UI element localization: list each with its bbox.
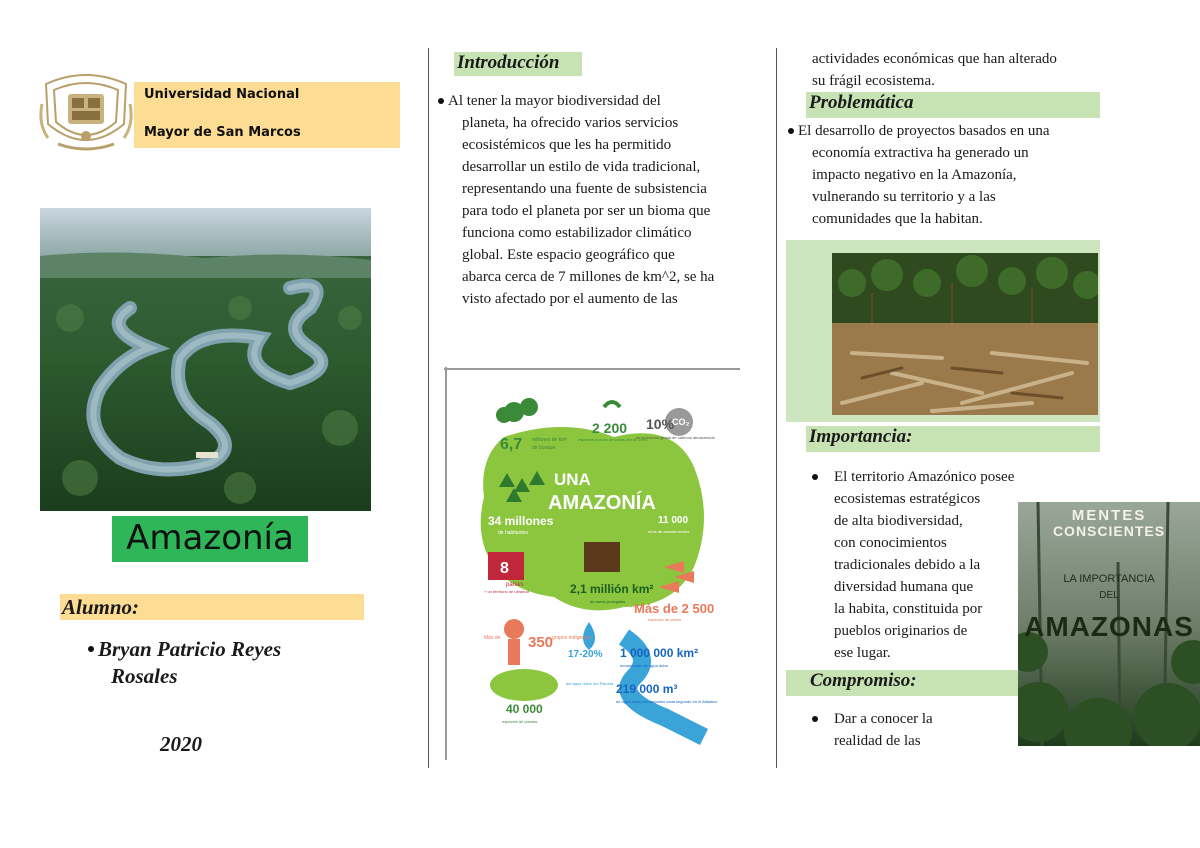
bullet-dot bbox=[812, 716, 818, 722]
introduccion-continuation bbox=[812, 48, 1102, 92]
stat-species: 2 200 bbox=[592, 420, 628, 436]
compromiso-line: Dar a conocer la bbox=[834, 711, 933, 727]
stat-people-sub: de habitantes bbox=[498, 530, 529, 536]
problematica-line: impacto negativo en la Amazonía, bbox=[812, 167, 1017, 183]
year: 2020 bbox=[160, 732, 202, 756]
deforestation-photo bbox=[832, 253, 1098, 415]
stat-forest-sub: de bosque bbox=[532, 445, 556, 451]
university-name-line1: Universidad Nacional bbox=[144, 87, 300, 102]
intro-line: desarrollar un estilo de vida tradicional, bbox=[462, 159, 701, 175]
stat-carbon-sub: de la reserva global de carbono almacenado bbox=[636, 435, 715, 440]
compromiso-heading: Compromiso: bbox=[810, 670, 917, 691]
intro-line: funciona como estabilizador climático bbox=[462, 225, 692, 241]
stat-water: 17-20% bbox=[568, 649, 603, 660]
university-name-line2: Mayor de San Marcos bbox=[144, 125, 301, 140]
stat-fish: Más de 2 500 bbox=[634, 601, 715, 616]
stat-forest-unit: millones de km² bbox=[532, 437, 568, 443]
stat-co2: CO₂ bbox=[672, 417, 690, 427]
cover-text-line1: MENTES bbox=[1071, 507, 1147, 524]
stat-plants-sub: especies de plantas bbox=[502, 719, 538, 724]
intro-line: representando una fuente de subsistencia bbox=[462, 181, 707, 197]
infographic-title-1: UNA bbox=[554, 470, 591, 489]
intro-line: ecosistémicos que les ha permitido bbox=[462, 137, 672, 153]
intro-line: para todo el planeta por ser un bioma que bbox=[462, 203, 711, 219]
bullet-dot bbox=[812, 474, 818, 480]
importancia-line: tradicionales debido a la bbox=[834, 557, 981, 573]
problematica-line: economía extractiva ha generado un bbox=[812, 145, 1029, 161]
importancia-line: El territorio Amazónico posee bbox=[834, 469, 1015, 485]
intro-line: global. Este espacio geográfico que bbox=[462, 247, 675, 263]
importancia-line: diversidad humana que bbox=[834, 579, 974, 595]
column-divider-right bbox=[776, 48, 777, 768]
cover-text-line5: AMAZONAS bbox=[1024, 611, 1194, 642]
student-name-line1: Bryan Patricio Reyes bbox=[98, 637, 282, 661]
stat-discharge-sub: de agua dulce descargados cada segundo en el Atlántico bbox=[616, 699, 718, 704]
stat-freshwater: 1 000 000 km² bbox=[620, 646, 699, 660]
importancia-heading-box bbox=[806, 426, 1100, 452]
infographic-title-2: AMAZONÍA bbox=[548, 492, 656, 514]
problematica-heading-box bbox=[806, 92, 1100, 118]
stat-countries-sub: países bbox=[506, 582, 524, 588]
stat-groups-sub: grupos indígenas bbox=[552, 635, 591, 641]
stat-discharge: 219 000 m³ bbox=[616, 682, 678, 696]
university-seal-logo bbox=[38, 64, 134, 156]
stat-fish-sub: especies de peces bbox=[648, 617, 682, 622]
cover-text-line4: DEL bbox=[1099, 590, 1119, 601]
problematica-paragraph bbox=[798, 120, 1102, 230]
bullet-dot bbox=[88, 646, 94, 652]
problematica-line: comunidades que la habitan. bbox=[812, 211, 983, 227]
importancia-paragraph bbox=[834, 466, 1020, 664]
cover-text-line3: LA IMPORTANCIA bbox=[1063, 573, 1155, 585]
amazon-river-photo bbox=[40, 208, 371, 511]
problematica-heading: Problemática bbox=[809, 92, 914, 113]
cover-text-line2: CONSCIENTES bbox=[1052, 523, 1166, 539]
stat-water-sub: del agua dulce del Planeta bbox=[566, 681, 614, 686]
intro-line: visto afectado por el aumento de las bbox=[462, 291, 678, 307]
stat-countries: 8 bbox=[500, 560, 509, 577]
amazon-infographic bbox=[444, 367, 740, 760]
stat-settlements-sub: años de asentamientos bbox=[648, 529, 690, 534]
continuation-line: su frágil ecosistema. bbox=[812, 73, 935, 89]
compromiso-line: realidad de las bbox=[834, 733, 921, 749]
title-banner bbox=[112, 516, 308, 562]
stat-countries-sub2: + un territorio de ultramar bbox=[484, 589, 530, 594]
introduccion-heading: Introducción bbox=[457, 52, 560, 73]
bullet-dot bbox=[788, 128, 794, 134]
introduccion-paragraph bbox=[448, 90, 762, 310]
importancia-heading: Importancia: bbox=[809, 426, 913, 447]
importancia-line: pueblos originarios de bbox=[834, 623, 968, 639]
stat-protected: 2,1 millión km² bbox=[570, 582, 654, 596]
importancia-line: con conocimientos bbox=[834, 535, 947, 551]
problematica-line: El desarrollo de proyectos basados en una bbox=[798, 123, 1050, 139]
stat-people: 34 millones bbox=[488, 514, 554, 528]
student-label: Alumno: bbox=[62, 595, 140, 619]
stat-freshwater-sub: ecosistemas de agua dulce bbox=[620, 663, 669, 668]
stat-plants: 40 000 bbox=[506, 702, 543, 716]
introduccion-heading-box bbox=[454, 52, 582, 76]
university-name-box bbox=[134, 82, 400, 148]
stat-forest: 6,7 bbox=[500, 436, 523, 453]
stat-settlements: 11 000 bbox=[658, 515, 689, 526]
column-divider-left bbox=[428, 48, 429, 768]
problematica-line: vulnerando su territorio y a las bbox=[812, 189, 996, 205]
stat-groups-pre: Más de bbox=[484, 635, 501, 641]
stat-groups: 350 bbox=[528, 634, 554, 651]
intro-line: Al tener la mayor biodiversidad del bbox=[448, 93, 661, 109]
importancia-line: ese lugar. bbox=[834, 645, 891, 661]
student-name bbox=[88, 636, 281, 690]
document-title: Amazonía bbox=[126, 518, 294, 558]
stat-protected-sub: de áreas protegidas bbox=[590, 599, 626, 604]
bullet-dot bbox=[438, 98, 444, 104]
stat-species-sub: especies nuevas descritas desde 1999 bbox=[578, 437, 647, 442]
importancia-line: la habita, constituida por bbox=[834, 601, 983, 617]
compromiso-paragraph bbox=[834, 708, 1014, 752]
student-label-box bbox=[60, 594, 364, 620]
mentes-conscientes-cover-image bbox=[1018, 502, 1200, 746]
importancia-line: ecosistemas estratégicos bbox=[834, 491, 981, 507]
student-name-line2: Rosales bbox=[111, 664, 178, 688]
stat-carbon: 10% bbox=[646, 416, 675, 432]
importancia-line: de alta biodiversidad, bbox=[834, 513, 963, 529]
intro-line: planeta, ha ofrecido varios servicios bbox=[462, 115, 679, 131]
intro-line: abarca cerca de 7 millones de km^2, se ha bbox=[462, 269, 715, 285]
continuation-line: actividades económicas que han alterado bbox=[812, 51, 1057, 67]
